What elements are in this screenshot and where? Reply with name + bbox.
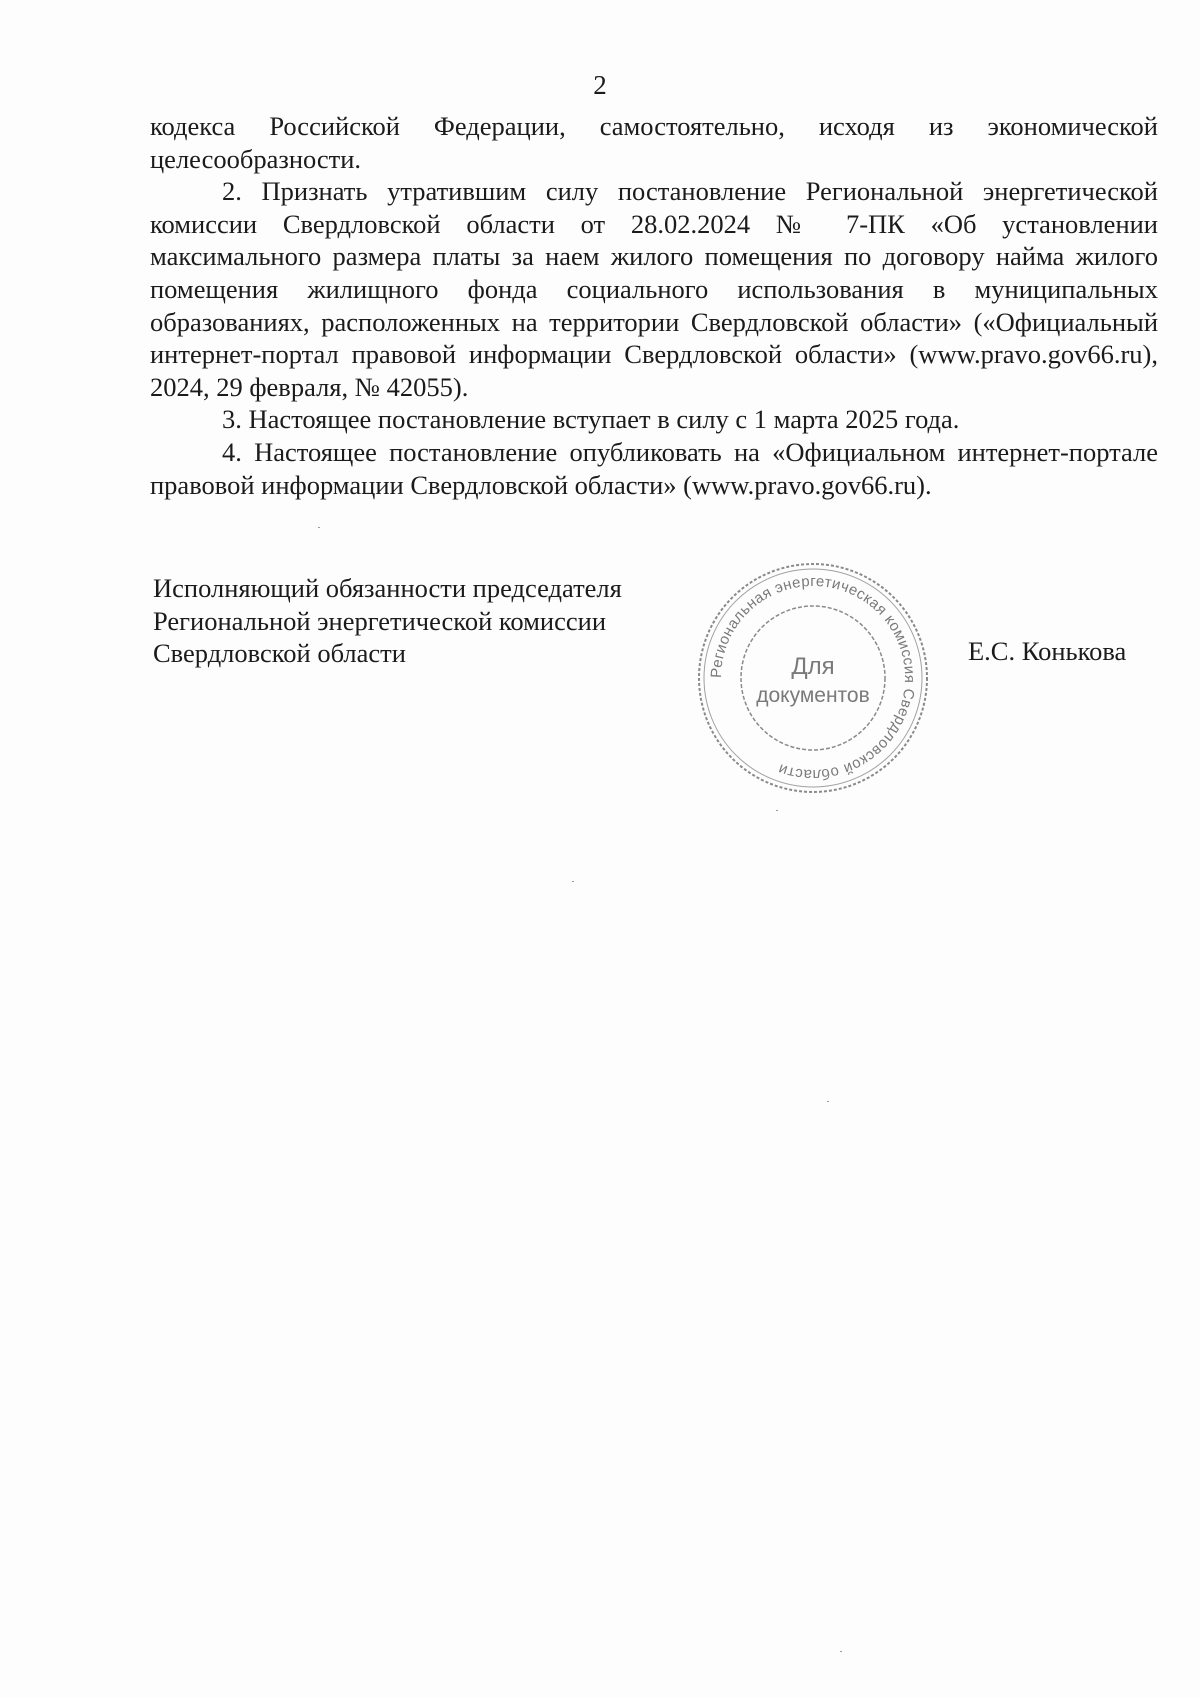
signatory-name: Е.С. Конькова [968,636,1127,666]
scan-speck [318,527,320,528]
paragraph-item-4: 4. Настоящее постановление опубликовать на «Официальном интернет-портале правовой информации Свердловской области» (www.pravo.gov66.ru). [150,436,1158,500]
scan-speck [840,1651,842,1652]
seal-center-text-line1: Для [791,653,835,680]
scan-speck [776,810,778,811]
paragraph-item-3: 3. Настоящее постановление вступает в силу с 1 марта 2025 года. [222,404,960,435]
paragraph-item-2: 2. Признать утратившим силу постановление Региональной энергетической комиссии Свердловской области от 28.02.2024 № 7-ПК «Об установлении максимального размера платы за наем жилого помещения по договору найма жилого помещения жилищного фонда социального использования в муниципальных образованиях, расположенных на территории Свердловской области» («Официальный интернет-портал правовой информации Свердловской области» (www.pravo.gov66.ru), 2024, 29 февраля, № 42055). [150,176,1158,402]
scan-speck [572,881,574,882]
seal-graphic [693,558,933,798]
document-body [150,110,1158,501]
signatory-title-line: Свердловской области [153,638,406,669]
signatory-title [153,572,622,670]
scan-speck [827,1101,829,1102]
official-seal-stamp [693,558,933,798]
signatory-title-line: Исполняющий обязанности председателя [153,573,622,603]
signatory-title-line: Региональной энергетической комиссии [153,605,606,636]
paragraph-continuation: кодекса Российской Федерации, самостоятельно, исходя из экономической целесообразности. [150,111,1158,174]
seal-center-text-line2: документов [756,684,870,707]
page-number: 2 [593,70,607,100]
seal-outer-text: Региональная энергетическая комиссия Свердловской области [707,572,919,784]
